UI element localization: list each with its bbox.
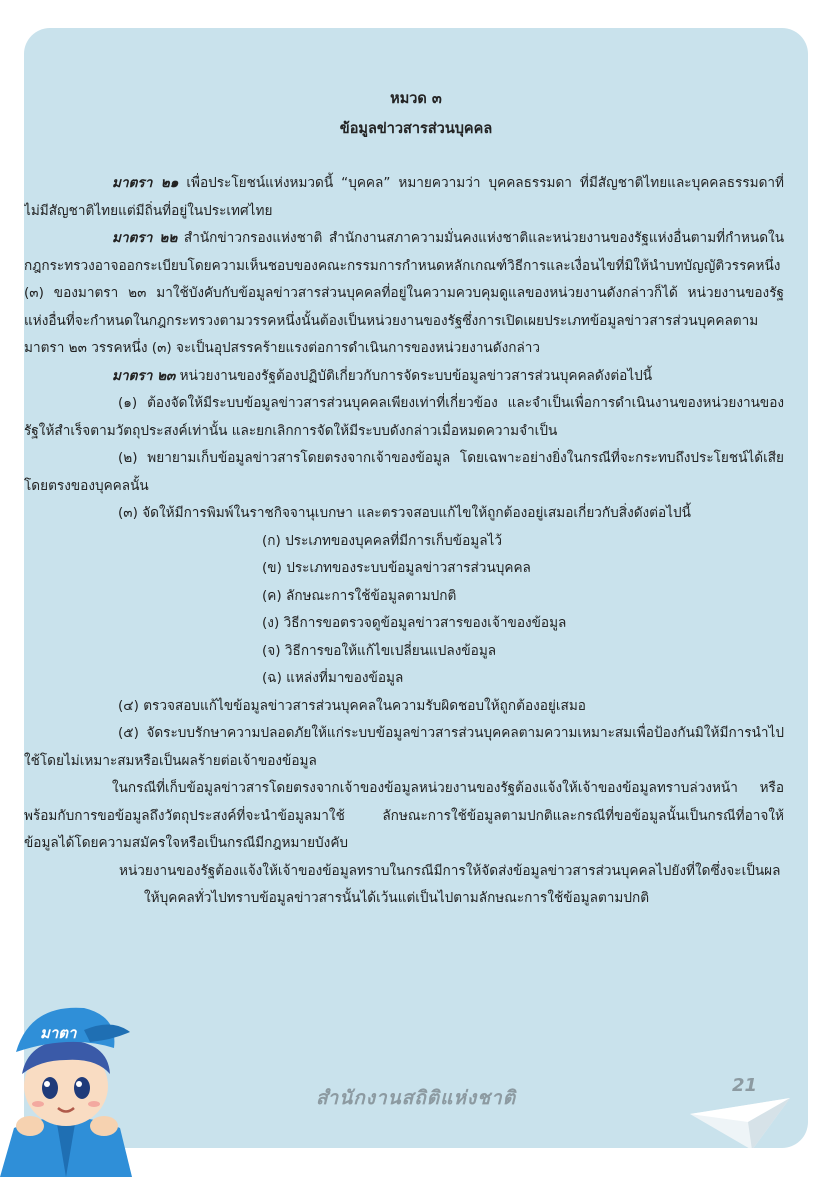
chapter-title: ข้อมูลข่าวสารส่วนบุคคล bbox=[339, 121, 493, 137]
section-21-text: เพื่อประโยชน์แห่งหมวดนี้ “บุคคล” หมายความว่า บุคคลธรรมดา ที่มีสัญชาติไทยและบุคคลธรรมดาที่ไม่มีสัญชาติไทยแต่มีถิ่นที่อยู่ในประเทศไทย bbox=[24, 175, 784, 219]
chapter-heading bbox=[24, 84, 808, 144]
section-23 bbox=[24, 363, 784, 391]
page-card bbox=[24, 28, 808, 1148]
mascot-cap-text: มาตา bbox=[40, 1024, 77, 1042]
section-22-text: สำนักข่าวกรองแห่งชาติ สำนักงานสภาความมั่นคงแห่งชาติและหน่วยงานของรัฐแห่งอื่นตามที่กำหนดในกฎกระทรวงอาจออกระเบียบโดยความเห็นชอบของคณะกรรมการกำหนดหลักเกณฑ์วิธีการและเงื่อนไขที่มิให้นำบทบัญญัติวรรคหนึ่ง (๓) ของมาตรา ๒๓ มาใช้บังคับกับข้อมูลข่าวสารส่วนบุคคลที่อยู่ในความควบคุมดูแลของหน่วยงานดังกล่าวก็ได้ หน่วยงานของรัฐแห่งอื่นที่จะกำหนดในกฎกระทรวงตามวรรคหนึ่งนั้นต้องเป็นหน่วยงานของรัฐซึ่งการเปิดเผยประเภทข้อมูลข่าวสารส่วนบุคคลตามมาตรา ๒๓ วรรคหนึ่ง (๓) จะเป็นอุปสรรคร้ายแรงต่อการดำเนินการของหน่วยงานดังกล่าว bbox=[24, 230, 784, 356]
section-23-clause-2: (๒) พยายามเก็บข้อมูลข่าวสารโดยตรงจากเจ้าของข้อมูล โดยเฉพาะอย่างยิ่งในกรณีที่จะกระทบถึงประโยชน์ได้เสียโดยตรงของบุคคลนั้น bbox=[24, 450, 784, 494]
section-23-clause-3: (๓) จัดให้มีการพิมพ์ในราชกิจจานุเบกษา และตรวจสอบแก้ไขให้ถูกต้องอยู่เสมอเกี่ยวกับสิ่งดังต่อไปนี้ bbox=[118, 505, 691, 521]
list-item: (ก) ประเภทของบุคคลที่มีการเก็บข้อมูลไว้ bbox=[262, 532, 503, 549]
mascot-illustration bbox=[0, 978, 132, 1177]
paper-plane-icon bbox=[690, 1092, 790, 1148]
paragraph-notify-owner: หน่วยงานของรัฐต้องแจ้งให้เจ้าของข้อมูลทราบในกรณีมีการให้จัดส่งข้อมูลข่าวสารส่วนบุคคลไปยังที่ใดซึ่งจะเป็นผลให้บุคคลทั่วไปทราบข้อมูลข่าวสารนั้นได้เว้นแต่เป็นไปตามลักษณะการใช้ข้อมูลตามปกติ bbox=[119, 862, 781, 906]
section-23-clause-4: (๔) ตรวจสอบแก้ไขข้อมูลข่าวสารส่วนบุคคลในความรับผิดชอบให้ถูกต้องอยู่เสมอ bbox=[118, 697, 586, 714]
paragraph-direct-collection: ในกรณีที่เก็บข้อมูลข่าวสารโดยตรงจากเจ้าของข้อมูลหน่วยงานของรัฐต้องแจ้งให้เจ้าของข้อมูลทราบล่วงหน้า หรือพร้อมกับการขอข้อมูลถึงวัตถุประสงค์ที่จะนำข้อมูลมาใช้ ลักษณะการใช้ข้อมูลตามปกติและกรณีที่ขอข้อมูลนั้นเป็นกรณีที่อาจให้ข้อมูลได้โดยความสมัครใจหรือเป็นกรณีมีกฎหมายบังคับ bbox=[24, 780, 784, 851]
list-item: (ง) วิธีการขอตรวจดูข้อมูลข่าวสารของเจ้าของข้อมูล bbox=[262, 615, 567, 631]
chapter-number: หมวด ๓ bbox=[390, 91, 442, 107]
footer-organization: สำนักงานสถิติแห่งชาติ bbox=[315, 1087, 517, 1109]
page-number: 21 bbox=[732, 1075, 758, 1096]
list-item: (จ) วิธีการขอให้แก้ไขเปลี่ยนแปลงข้อมูล bbox=[262, 642, 497, 659]
section-21 bbox=[24, 170, 784, 225]
section-23-text: หน่วยงานของรัฐต้องปฏิบัติเกี่ยวกับการจัดระบบข้อมูลข่าวสารส่วนบุคคลดังต่อไปนี้ bbox=[175, 367, 653, 384]
section-22-label: มาตรา ๒๒ bbox=[112, 230, 178, 246]
list-item: (ค) ลักษณะการใช้ข้อมูลตามปกติ bbox=[262, 587, 457, 604]
section-21-label: มาตรา ๒๑ bbox=[112, 175, 179, 191]
section-23-label: มาตรา ๒๓ bbox=[112, 367, 176, 384]
document-body bbox=[24, 170, 784, 913]
list-item: (ฉ) แหล่งที่มาของข้อมูล bbox=[262, 670, 404, 686]
list-item: (ข) ประเภทของระบบข้อมูลข่าวสารส่วนบุคคล bbox=[262, 560, 531, 576]
section-23-clause-5: (๕) จัดระบบรักษาความปลอดภัยให้แก่ระบบข้อมูลข่าวสารส่วนบุคคลตามความเหมาะสมเพื่อป้องกันมิให้มีการนำไปใช้โดยไม่เหมาะสมหรือเป็นผลร้ายต่อเจ้าของข้อมูล bbox=[24, 725, 784, 769]
section-23-clause-1: (๑) ต้องจัดให้มีระบบข้อมูลข่าวสารส่วนบุคคลเพียงเท่าที่เกี่ยวข้อง และจำเป็นเพื่อการดำเนินงานของหน่วยงานของรัฐให้สำเร็จตามวัตถุประสงค์เท่านั้น และยกเลิกการจัดให้มีระบบดังกล่าวเมื่อหมดความจำเป็น bbox=[24, 395, 784, 439]
section-22 bbox=[24, 225, 784, 363]
